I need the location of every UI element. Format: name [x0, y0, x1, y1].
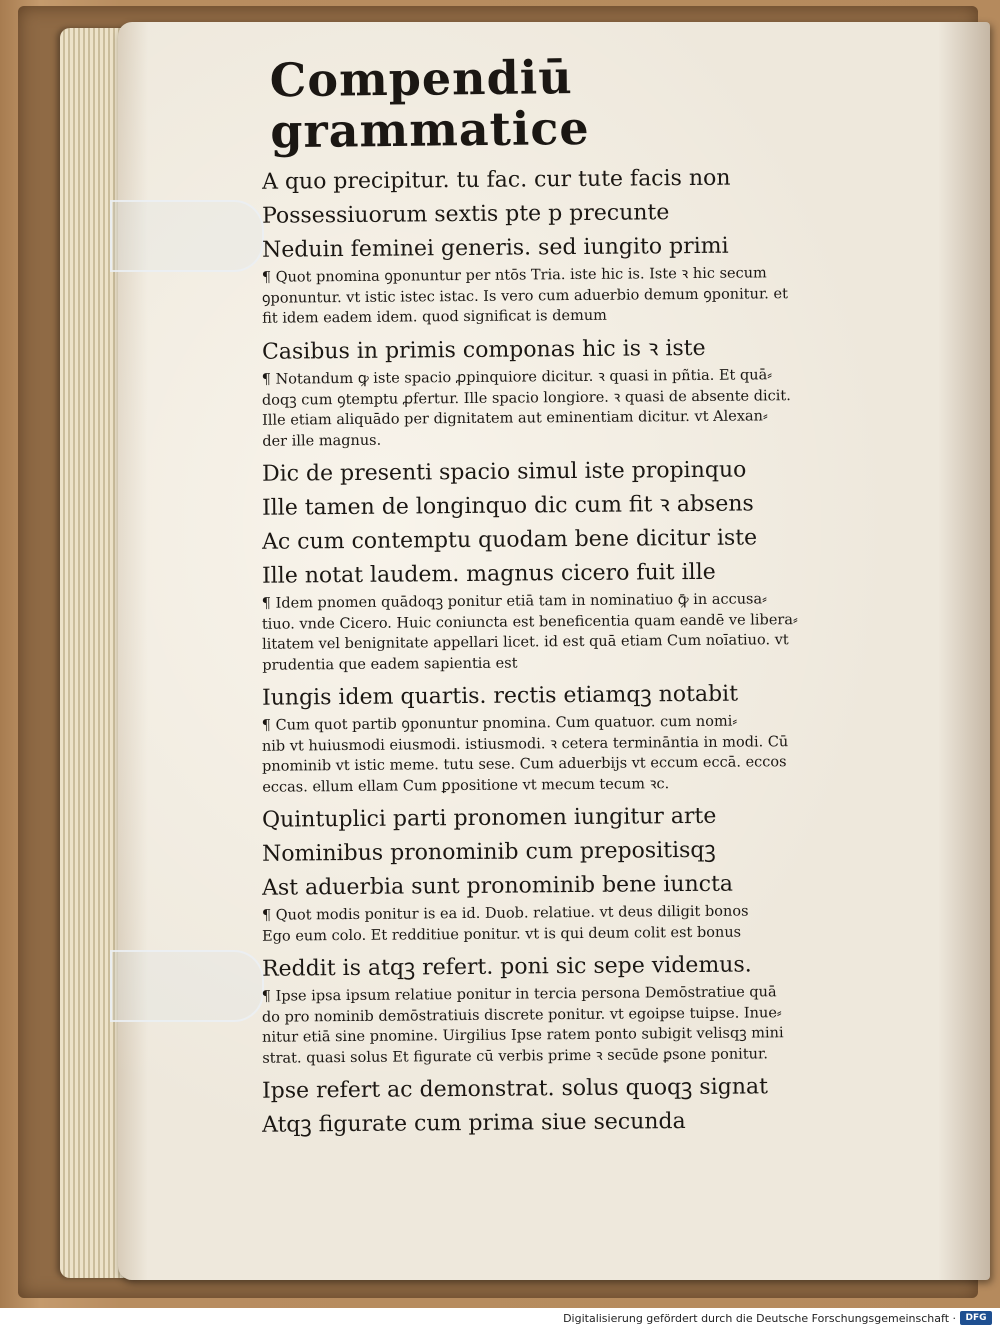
verse-line: Nominibus pronominib cum prepositisqꝫ	[261, 837, 716, 867]
verse-line: Ast aduerbia sunt pronominib bene iuncta	[261, 871, 734, 901]
verse-line: Atqꝫ figurate cum prima siue secunda	[261, 1108, 686, 1138]
verse-line: Ille tamen de longinquo dic cum fit ꝛ absens	[261, 491, 754, 521]
verse-line: Possessiuorum sextis pte p precunte	[261, 200, 670, 229]
gloss-paragraph: ¶ Quot modis ponitur is ea id. Duob. relatiue. vt deus diligit bonos Ego eum colo. Et redditiue ponitur. vt is qui deum colit est bonus	[261, 903, 749, 944]
verse-line: Ipse refert ac demonstrat. solus quoqꝫ signat	[261, 1074, 769, 1104]
verse-line: Quintuplici parti pronomen iungitur arte	[261, 803, 717, 833]
page-title: Compendiū grammatice	[269, 50, 590, 158]
verse-line: A quo precipitur. tu fac. cur tute facis non	[261, 165, 731, 195]
gloss-paragraph: ¶ Notandum ꝙ iste spacio ꝓpinquiore dicitur. ꝛ quasi in pñtia. Et quā⸗ doqꝫ cum ꝯtemptu ꝓfertur. Ille spacio longiore. ꝛ quasi de absente dicit. Ille etiam aliquādo per dignitatem aut eminentiam dicitur. vt Alexan⸗ der ille magnus.	[261, 366, 791, 449]
text-lines	[262, 163, 892, 1140]
dfg-logo: DFG	[960, 1311, 992, 1325]
verse-line: Iungis idem quartis. rectis etiamqꝫ notabit	[261, 681, 739, 711]
verse-line: Reddit is atqꝫ refert. poni sic sepe videmus.	[261, 952, 752, 982]
page-clip-bottom	[110, 950, 264, 1022]
gloss-paragraph: ¶ Cum quot partib ꝯponuntur pnomina. Cum quatuor. cum nomi⸗ nib vt huiusmodi eiusmodi. istiusmodi. ꝛ cetera termināntia in modi. Cū pnominib vt istic meme. tutu sese. Cum aduerbijs vt eccum eccā. eccos eccas. ellum ellam Cum ꝑpositione vt mecum tecum ꝛc.	[261, 713, 789, 795]
verse-line: Casibus in primis componas hic is ꝛ iste	[261, 335, 706, 365]
verse-line: Neduin feminei generis. sed iungito primi	[261, 233, 729, 263]
verse-line: Dic de presenti spacio simul iste propinquo	[261, 457, 747, 487]
verse-line: Ille notat laudem. magnus cicero fuit ille	[261, 559, 716, 589]
gloss-paragraph: ¶ Ipse ipsa ipsum relatiue ponitur in tercia persona Demōstratiue quā do pro nominib demōstratiuis discrete ponitur. vt egoipse tuipse. Inue⸗ nitur etiā sine pnomine. Uirgilius Ipse ratem ponto subigit velisqꝫ mini strat. quasi solus Et figurate cū verbis prime ꝛ secūde ꝑsone ponitur.	[261, 983, 784, 1066]
gloss-paragraph: ¶ Idem pnomen quādoqꝫ ponitur etiā tam in nominatiuo ꝙ̄ in accusa⸗ tiuo. vnde Cicero. Huic coniuncta est beneficentia quam eandē ve libera⸗ litatem vel benignitate appellari licet. id est quā etiam Cum noīatiuo. vt prudentia que eadem sapientia est	[261, 591, 798, 673]
verse-line: Ac cum contemptu quodam bene dicitur iste	[261, 525, 758, 555]
text-block	[262, 52, 892, 1140]
gloss-paragraph: ¶ Quot pnomina ꝯponuntur per ntōs Tria. iste hic is. Iste ꝛ hic secum ꝯponuntur. vt istic istec istac. Is vero cum aduerbio demum ꝯponitur. et fit idem eadem idem. quod significat is demum	[261, 265, 788, 327]
page-clip-top	[110, 200, 264, 272]
footer-bar	[0, 1308, 1000, 1329]
funding-credit: Digitalisierung gefördert durch die Deutsche Forschungsgemeinschaft ·	[563, 1312, 956, 1325]
